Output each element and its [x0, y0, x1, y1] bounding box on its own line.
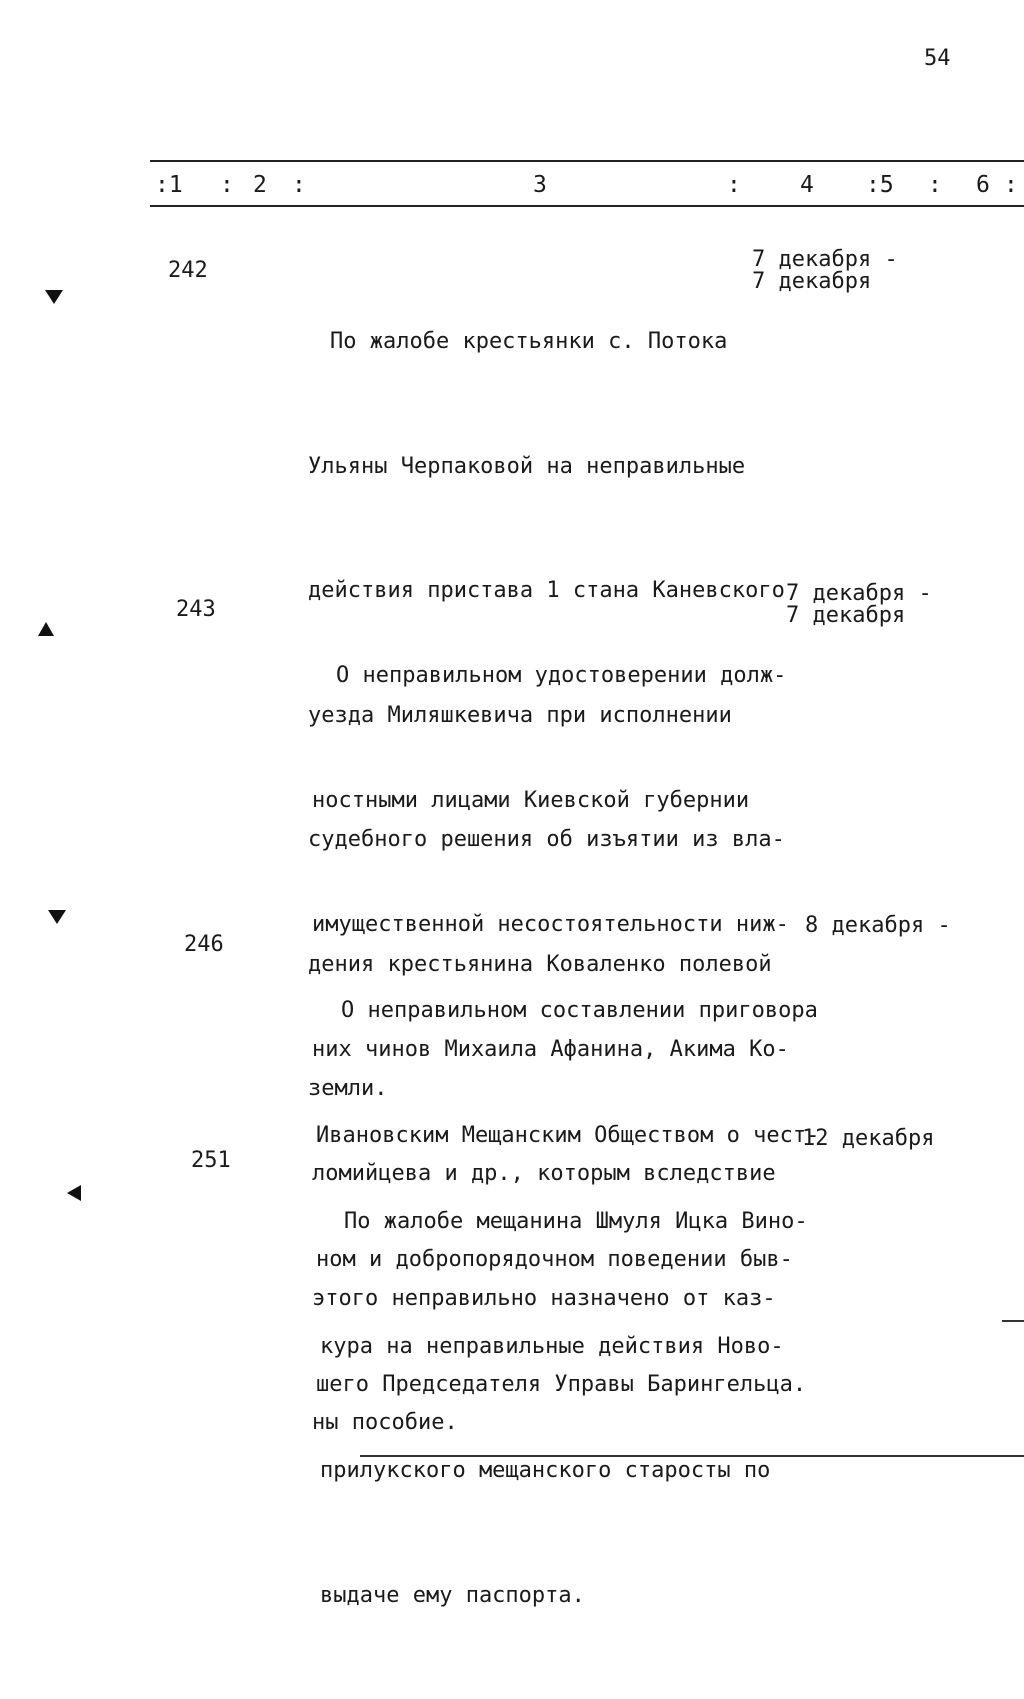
column-separator: :1: [155, 172, 183, 198]
column-separator: :: [1004, 172, 1018, 198]
entry-line: уезда Миляшкевича при исполнении: [308, 702, 732, 728]
entry-line: Ивановским Мещанским Обществом о чест-: [316, 1122, 820, 1148]
column-number: 4: [800, 172, 814, 198]
entry-line: шего Председателя Управы Барингельца.: [316, 1371, 807, 1397]
entry-line: По жалобе мещанина Шмуля Ицка Вино-: [344, 1209, 808, 1234]
column-number: 3: [533, 172, 547, 198]
entry-line: этого неправильно назначено от каз-: [312, 1285, 776, 1311]
entry-date: 7 декабря - 7 декабря: [752, 247, 898, 294]
column-separator: :: [928, 172, 942, 198]
entry-number: 242: [168, 258, 208, 283]
entry-line: ном и добропорядочном поведении быв-: [316, 1247, 793, 1272]
column-separator-number: :5: [866, 172, 894, 198]
entry-line: прилукского мещанского старосты по: [320, 1458, 771, 1483]
bottom-edge-line: [360, 1455, 1024, 1457]
entry-line: земли.: [308, 1076, 388, 1101]
entry-line: выдаче ему паспорта.: [320, 1582, 585, 1608]
entry-line: ны пособие.: [312, 1410, 458, 1435]
entry-line: По жалобе крестьянки с. Потока: [330, 329, 728, 354]
column-number: 2: [253, 172, 267, 198]
entry-number: 246: [184, 932, 224, 957]
entry-date: 7 декабря - 7 декабря: [786, 581, 932, 628]
page-number: 54: [924, 46, 951, 71]
entry-number: 251: [191, 1148, 231, 1173]
column-number: 6: [976, 172, 990, 198]
table-header-top-rule: [150, 160, 1024, 162]
entry-line: ломийцева и др., которым вследствие: [312, 1161, 776, 1186]
column-separator: :: [220, 172, 234, 198]
entry-date: 12 декабря: [802, 1126, 935, 1151]
binder-hole-mark: [48, 910, 66, 924]
column-separator: :: [292, 172, 306, 198]
table-header-bottom-rule: [150, 205, 1024, 207]
edge-mark: [1002, 1320, 1024, 1322]
entry-line: кура на неправильные действия Ново-: [320, 1333, 784, 1359]
binder-hole-mark: [67, 1185, 81, 1201]
entry-line: О неправильном составлении приговора: [341, 998, 818, 1023]
binder-hole-mark: [38, 622, 54, 636]
entry-line: имущественной несостоятельности ниж-: [312, 912, 789, 937]
entry-line: судебного решения об изъятии из вла-: [308, 827, 785, 852]
entry-line: О неправильном удостоверении долж-: [336, 663, 787, 688]
entry-number: 243: [176, 597, 216, 622]
binder-hole-mark: [45, 290, 63, 304]
column-separator: :: [727, 172, 741, 198]
entry-line: действия пристава 1 стана Каневского: [308, 578, 785, 603]
entry-line: ностными лицами Киевской губернии: [312, 787, 750, 813]
entry-description: [320, 1118, 808, 1699]
entry-line: них чинов Михаила Афанина, Акима Ко-: [312, 1036, 789, 1062]
entry-date: 8 декабря -: [805, 913, 951, 938]
entry-line: дения крестьянина Коваленко полевой: [308, 951, 772, 977]
entry-line: Ульяны Черпаковой на неправильные: [308, 453, 746, 479]
